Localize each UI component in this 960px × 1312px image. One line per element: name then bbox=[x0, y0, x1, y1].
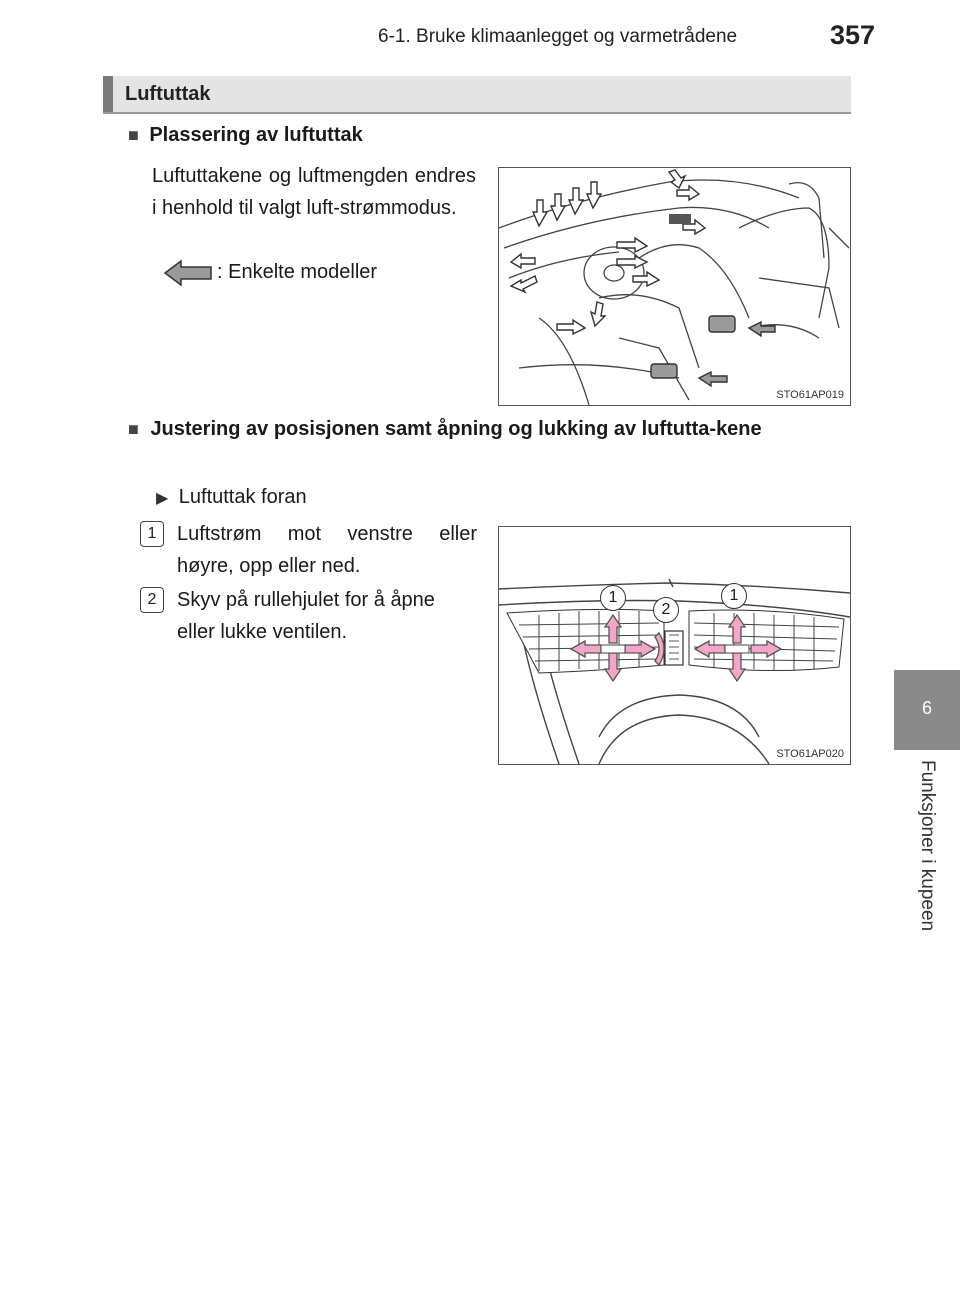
chapter-number: 6 bbox=[921, 698, 932, 718]
car-interior-illustration bbox=[499, 168, 850, 405]
running-title: 6-1. Bruke klimaanlegget og varmetrådene bbox=[378, 26, 738, 47]
triangle-bullet-icon: ▶ bbox=[156, 490, 169, 507]
section-header bbox=[103, 76, 851, 114]
interior-figure bbox=[498, 167, 851, 406]
square-bullet-icon: ■ bbox=[128, 419, 139, 439]
square-bullet-icon: ■ bbox=[128, 125, 139, 145]
item-text: Skyv på rullehjulet for å åpne eller lukke ventilen. bbox=[177, 589, 435, 643]
placement-text: Luftuttakene og luftmengden endres i henhold til valgt luft-strømmodus. bbox=[152, 165, 476, 219]
adjust-subheading: Luftuttak foran bbox=[178, 486, 307, 508]
chapter-label-area bbox=[894, 750, 960, 1060]
gray-arrow-icon bbox=[163, 256, 213, 290]
figure-code: STO61AP020 bbox=[776, 748, 844, 760]
adjust-heading-block bbox=[128, 414, 850, 445]
vent-figure bbox=[498, 526, 851, 765]
placement-heading-row bbox=[128, 124, 363, 147]
page-number: 357 bbox=[830, 20, 876, 50]
section-header-bar bbox=[103, 76, 113, 112]
item-number-badge: 2 bbox=[140, 587, 164, 613]
callout-badge: 2 bbox=[653, 597, 679, 623]
callout-badge: 1 bbox=[721, 583, 747, 609]
callout-badge: 1 bbox=[600, 585, 626, 611]
item-number-badge: 1 bbox=[140, 521, 164, 547]
placement-heading: Plassering av luftuttak bbox=[149, 124, 363, 146]
legend-row bbox=[163, 256, 403, 290]
chapter-label: Funksjoner i kupeen bbox=[917, 760, 938, 932]
front-vent-illustration bbox=[499, 527, 850, 764]
section-title: Luftuttak bbox=[125, 83, 211, 105]
legend-text: : Enkelte modeller bbox=[217, 261, 378, 283]
subheading-row bbox=[156, 481, 307, 513]
adjust-heading: Justering av posisjonen samt åpning og lukking av luftutta-kene bbox=[150, 418, 762, 440]
figure-code: STO61AP019 bbox=[776, 389, 844, 401]
item-text: Luftstrøm mot venstre eller høyre, opp eller ned. bbox=[177, 523, 477, 577]
chapter-tab bbox=[894, 670, 960, 750]
